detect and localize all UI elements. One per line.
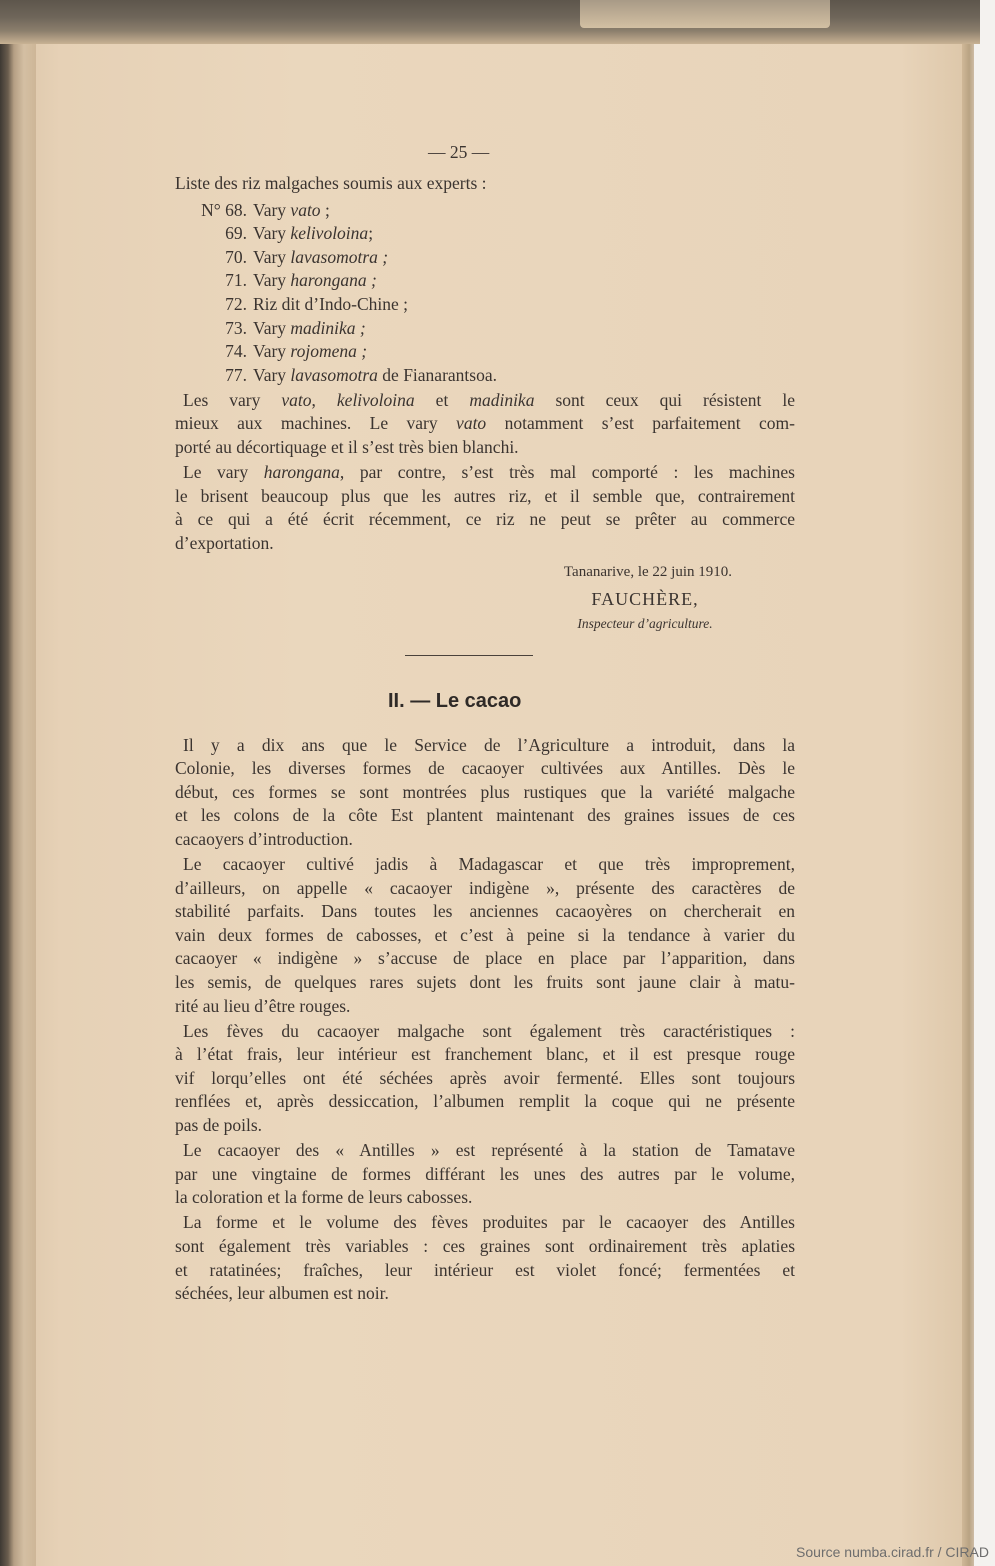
text-segment: mieux aux machines. Le vary — [175, 413, 457, 434]
text-line — [175, 436, 795, 460]
text-line — [175, 412, 795, 436]
text-segment: cacaoyers d’introduction. — [175, 828, 353, 849]
place-date: Tananarive, le 22 juin 1910. — [563, 564, 732, 580]
text-segment: Le cacaoyer des « Antilles » est représenté à la station de Tamatave — [183, 1140, 795, 1161]
list-item — [175, 293, 795, 317]
text-segment: rité au lieu d’être rouges. — [175, 995, 351, 1016]
text-segment: et ratatinées; fraîches, leur intérieur est violet foncé; fermentées et — [175, 1259, 795, 1280]
text-segment: , par contre, s’est très mal comporté : les machines — [339, 462, 795, 483]
text-line — [175, 1211, 795, 1235]
item-variety: rojomena ; — [290, 341, 368, 362]
text-line — [175, 461, 795, 485]
text-line — [175, 485, 795, 509]
list-item — [175, 317, 795, 341]
item-suffix: ; — [368, 223, 374, 244]
text-line — [175, 924, 795, 948]
item-label: Vary — [253, 246, 291, 267]
text-segment: sont ceux qui résistent le — [534, 389, 795, 410]
text-segment: , — [311, 389, 337, 410]
text-segment: séchées, leur albumen est noir. — [175, 1283, 389, 1304]
section-divider — [405, 655, 533, 656]
item-number: 74. — [225, 341, 247, 362]
item-number: 69. — [225, 223, 247, 244]
text-line — [175, 781, 795, 805]
list-item — [175, 364, 795, 388]
section-heading: II. — Le cacao — [388, 690, 522, 712]
source-credit: Source numba.cirad.fr / CIRAD — [796, 1544, 989, 1560]
text-segment: Les fèves du cacaoyer malgache sont également très caractéristiques : — [183, 1020, 795, 1041]
section-2 — [175, 732, 795, 1306]
text-line — [175, 389, 795, 413]
item-label: Riz dit d’Indo-Chine ; — [253, 293, 409, 314]
text-segment: à l’état frais, leur intérieur est franchement blanc, et il est presque rouge — [175, 1044, 795, 1065]
text-segment: porté au décortiquage et il s’est très bien blanchi. — [175, 437, 519, 458]
item-suffix: ; — [320, 199, 330, 220]
text-segment: cacaoyer « indigène » s’accuse de place en place par l’apparition, dans — [175, 948, 795, 969]
text-segment: vain deux formes de cabosses, et c’est à peine si la tendance à varier du — [175, 924, 795, 945]
book-binding — [0, 0, 980, 44]
item-number: 72. — [225, 293, 247, 314]
text-line — [175, 853, 795, 877]
left-page-edge — [0, 0, 36, 1566]
list-item — [175, 340, 795, 364]
italic-term: kelivoloina — [336, 389, 415, 410]
text-line — [175, 1282, 795, 1306]
list-item — [175, 222, 795, 246]
text-line — [175, 828, 795, 852]
item-variety: vato — [290, 199, 321, 220]
paragraph — [175, 1139, 795, 1210]
text-segment: et — [414, 389, 470, 410]
page-number: — 25 — — [428, 142, 490, 162]
item-variety: madinika ; — [290, 317, 366, 338]
text-segment: Les vary — [183, 389, 282, 410]
list-item — [175, 269, 795, 293]
book-edge — [962, 10, 974, 1566]
text-segment: notamment s’est parfaitement com- — [486, 413, 795, 434]
section-1-paragraphs — [175, 389, 795, 556]
item-number: 73. — [225, 317, 247, 338]
text-line — [175, 532, 795, 556]
text-line — [175, 1235, 795, 1259]
italic-term: vato — [281, 389, 312, 410]
text-segment: pas de poils. — [175, 1115, 263, 1135]
item-variety: lavasomotra — [290, 364, 378, 385]
text-line — [175, 1163, 795, 1187]
text-line — [175, 1067, 795, 1091]
text-segment: Colonie, les diverses formes de cacaoyer cultivées aux Antilles. Dès le — [175, 758, 795, 779]
text-line — [175, 995, 795, 1019]
text-line — [175, 804, 795, 828]
text-segment: d’exportation. — [175, 532, 274, 553]
text-line — [175, 1114, 795, 1138]
paragraph — [175, 1211, 795, 1305]
italic-term: harongana — [263, 462, 340, 483]
text-segment: vif lorqu’elles ont été séchées après avoir fermenté. Elles sont toujours — [175, 1067, 795, 1088]
text-line — [175, 947, 795, 971]
text-segment: les semis, de quelques rares sujets dont les fruits sont jaune clair à matu- — [175, 971, 795, 992]
binding-clip — [580, 0, 830, 28]
italic-term: vato — [456, 413, 487, 434]
text-line — [175, 734, 795, 758]
item-label: Vary — [253, 199, 291, 220]
text-segment: à ce qui a été écrit récemment, ce riz ne peut se prêter au commerce — [175, 509, 795, 530]
text-line — [175, 1139, 795, 1163]
item-number: 70. — [225, 246, 247, 267]
list-intro: Liste des riz malgaches soumis aux experts : — [175, 173, 487, 193]
text-line — [175, 1043, 795, 1067]
paragraph — [175, 734, 795, 852]
item-variety: kelivoloina — [290, 223, 369, 244]
item-number: 77. — [225, 364, 247, 385]
item-label: Vary — [253, 223, 291, 244]
author-title: Inspecteur d’agriculture. — [577, 616, 713, 631]
text-segment: la coloration et la forme de leurs cabosses. — [175, 1187, 473, 1208]
text-line — [175, 877, 795, 901]
paragraph — [175, 853, 795, 1018]
paragraph — [175, 1020, 795, 1138]
text-segment: La forme et le volume des fèves produites par le cacaoyer des Antilles — [183, 1212, 795, 1233]
text-segment: renflées et, après dessiccation, l’albumen remplit la coque qui ne présente — [175, 1091, 795, 1112]
item-variety: lavasomotra ; — [290, 246, 389, 267]
text-line — [175, 1020, 795, 1044]
item-label: Vary — [253, 270, 291, 291]
text-segment: d’ailleurs, on appelle « cacaoyer indigène », présente des caractères de — [175, 877, 795, 898]
rice-list — [175, 199, 795, 388]
text-line — [175, 900, 795, 924]
text-line — [175, 1186, 795, 1210]
paragraph — [175, 389, 795, 460]
text-segment: le brisent beaucoup plus que les autres riz, et il semble que, contrairement — [175, 485, 795, 506]
italic-term: madinika — [469, 389, 535, 410]
paragraph — [175, 461, 795, 555]
author-name: FAUCHÈRE, — [591, 589, 699, 609]
text-segment: Il y a dix ans que le Service de l’Agriculture a introduit, dans la — [183, 734, 795, 755]
text-segment: et les colons de la côte Est plantent maintenant des graines issues de ces — [175, 805, 795, 826]
text-segment: par une vingtaine de formes différant les unes des autres par le volume, — [175, 1163, 795, 1184]
text-line — [175, 757, 795, 781]
section-1 — [175, 172, 795, 556]
text-line — [175, 1090, 795, 1114]
text-line — [175, 971, 795, 995]
text-segment: Le vary — [183, 462, 264, 483]
text-segment: début, ces formes se sont montrées plus rustiques que la variété malgache — [175, 781, 795, 802]
item-suffix: de Fianarantsoa. — [377, 364, 497, 385]
text-segment: sont également très variables : ces graines sont ordinairement très aplaties — [175, 1235, 795, 1256]
text-segment: Le cacaoyer cultivé jadis à Madagascar et que très improprement, — [183, 853, 795, 874]
item-label: Vary — [253, 317, 291, 338]
item-number: 71. — [225, 270, 247, 291]
text-segment: stabilité parfaits. Dans toutes les anciennes cacaoyères on chercherait en — [175, 901, 795, 922]
list-item — [175, 246, 795, 270]
item-variety: harongana ; — [290, 270, 377, 291]
text-line — [175, 508, 795, 532]
list-item — [175, 199, 795, 223]
text-line — [175, 1259, 795, 1283]
item-label: Vary — [253, 364, 291, 385]
item-label: Vary — [253, 341, 291, 362]
item-number: N° 68. — [201, 199, 247, 220]
